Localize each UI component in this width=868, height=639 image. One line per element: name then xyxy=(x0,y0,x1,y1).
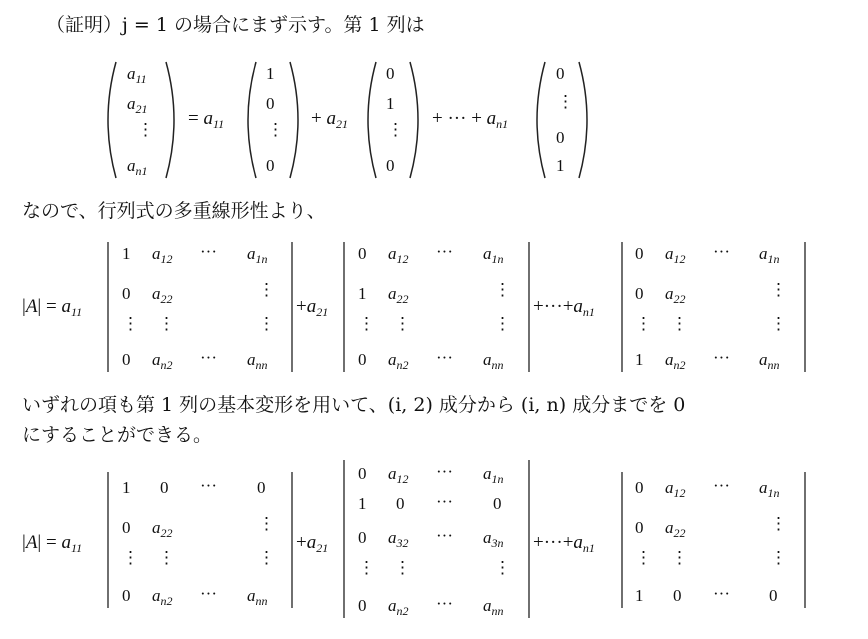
e2-0a: 0 xyxy=(386,64,395,83)
d3-r2c4: ⋮ xyxy=(770,280,787,299)
d1-r4c1: 0 xyxy=(122,350,131,369)
elementary-op-line xyxy=(22,394,685,417)
d5-r2c1: 1 xyxy=(358,494,367,513)
absA-1: $|A| = a_{11}$ xyxy=(22,296,83,319)
d4-r2c2: $a_{22}$ xyxy=(152,518,173,540)
en-1: 1 xyxy=(556,156,565,175)
d5-r3c2: $a_{32}$ xyxy=(388,528,409,550)
vec-vdots: ⋮ xyxy=(137,120,154,139)
d3-r3c1: ⋮ xyxy=(635,314,652,333)
d2-r3c2: ⋮ xyxy=(394,314,411,333)
d3-r1c2: $a_{12}$ xyxy=(665,244,686,266)
d3-r4c1: 1 xyxy=(635,350,644,369)
d1-r4c2: $a_{n2}$ xyxy=(152,350,173,372)
d6-r4c3: ··· xyxy=(713,584,730,603)
d1-r3c1: ⋮ xyxy=(122,314,139,333)
d2-r3c1: ⋮ xyxy=(358,314,375,333)
d3-r4c3: ··· xyxy=(713,348,730,367)
d1-r3c4: ⋮ xyxy=(258,314,275,333)
linearity-line xyxy=(22,200,326,223)
d1-r4c4: $a_{nn}$ xyxy=(247,350,268,372)
d2-r4c2: $a_{n2}$ xyxy=(388,350,409,372)
linearity-text: なので、行列式の多重線形性より、 xyxy=(22,200,326,222)
paren-left-1 xyxy=(108,62,116,178)
d6-r2c2: $a_{22}$ xyxy=(665,518,686,540)
en-vdots: ⋮ xyxy=(557,92,574,111)
d2-r4c1: 0 xyxy=(358,350,367,369)
d2-r3c4: ⋮ xyxy=(494,314,511,333)
d1-r3c2: ⋮ xyxy=(158,314,175,333)
paren-left-3 xyxy=(368,62,376,178)
d2-r1c4: $a_{1n}$ xyxy=(483,244,504,266)
d2-r4c4: $a_{nn}$ xyxy=(483,350,504,372)
e1-vdots: ⋮ xyxy=(267,120,284,139)
d1-r2c4: ⋮ xyxy=(258,280,275,299)
absA-2: $|A| = a_{11}$ xyxy=(22,532,83,555)
d5-r5c4: $a_{nn}$ xyxy=(483,596,504,618)
d4-r1c3: ··· xyxy=(200,476,217,495)
paren-right-2 xyxy=(290,62,298,178)
d1-r1c4: $a_{1n}$ xyxy=(247,244,268,266)
d3-r2c2: $a_{22}$ xyxy=(665,284,686,306)
plus-a21-det-2: $+a_{21}$ xyxy=(296,532,329,555)
d6-r4c2: 0 xyxy=(673,586,682,605)
d1-r1c1: 1 xyxy=(122,244,131,263)
d1-r2c1: 0 xyxy=(122,284,131,303)
d4-r2c4: ⋮ xyxy=(258,514,275,533)
paren-left-4 xyxy=(537,62,545,178)
d6-r3c1: ⋮ xyxy=(635,548,652,567)
d5-r4c1: ⋮ xyxy=(358,558,375,577)
d4-r3c2: ⋮ xyxy=(158,548,175,567)
d5-r1c2: $a_{12}$ xyxy=(388,464,409,486)
d1-r2c2: $a_{22}$ xyxy=(152,284,173,306)
d5-r1c1: 0 xyxy=(358,464,367,483)
d6-r3c4: ⋮ xyxy=(770,548,787,567)
d5-r5c2: $a_{n2}$ xyxy=(388,596,409,618)
d3-r4c4: $a_{nn}$ xyxy=(759,350,780,372)
e2-vdots: ⋮ xyxy=(387,120,404,139)
paren-left-2 xyxy=(248,62,256,178)
paren-right-4 xyxy=(579,62,587,178)
e1-0b: 0 xyxy=(266,156,275,175)
d5-r2c3: ··· xyxy=(436,492,453,511)
d2-r2c1: 1 xyxy=(358,284,367,303)
d1-r4c3: ··· xyxy=(200,348,217,367)
elementary-op-text: いずれの項も第 1 列の基本変形を用いて、(i, 2) 成分から (i, n) 成分までを 0 xyxy=(22,394,686,416)
d4-r4c4: $a_{nn}$ xyxy=(247,586,268,608)
d5-r5c3: ··· xyxy=(436,594,453,613)
d2-r1c3: ··· xyxy=(436,242,453,261)
d2-r4c3: ··· xyxy=(436,348,453,367)
d6-r1c2: $a_{12}$ xyxy=(665,478,686,500)
d6-r2c1: 0 xyxy=(635,518,644,537)
d6-r3c2: ⋮ xyxy=(671,548,688,567)
d5-r3c3: ··· xyxy=(436,526,453,545)
d6-r2c4: ⋮ xyxy=(770,514,787,533)
proof-intro-text: （証明）j = 1 の場合にまず示す。第 1 列は xyxy=(46,14,425,36)
d4-r2c1: 0 xyxy=(122,518,131,537)
d6-r1c3: ··· xyxy=(713,476,730,495)
plus-a21-det: $+a_{21}$ xyxy=(296,296,329,319)
e1-1: 1 xyxy=(266,64,275,83)
d3-r3c2: ⋮ xyxy=(671,314,688,333)
d5-r3c4: $a_{3n}$ xyxy=(483,528,504,550)
d5-r1c4: $a_{1n}$ xyxy=(483,464,504,486)
plus-dots-an1-det: $+\cdot\cdot\cdot+a_{n1}$ xyxy=(533,296,595,319)
d1-r1c2: $a_{12}$ xyxy=(152,244,173,266)
plus-dots-an1: + ··· + $a_{n1}$ xyxy=(432,108,509,131)
d3-r1c1: 0 xyxy=(635,244,644,263)
en-0b: 0 xyxy=(556,128,565,147)
d4-r1c2: 0 xyxy=(160,478,169,497)
d1-r1c3: ··· xyxy=(200,242,217,261)
d2-r2c4: ⋮ xyxy=(494,280,511,299)
d6-r4c4: 0 xyxy=(769,586,778,605)
d4-r3c1: ⋮ xyxy=(122,548,139,567)
d5-r2c2: 0 xyxy=(396,494,405,513)
d3-r1c3: ··· xyxy=(713,242,730,261)
vec-a21: $a_{21}$ xyxy=(127,94,148,116)
d2-r1c1: 0 xyxy=(358,244,367,263)
paren-right-3 xyxy=(410,62,418,178)
d4-r1c4: 0 xyxy=(257,478,266,497)
plus-a21: + $a_{21}$ xyxy=(311,108,348,131)
plus-dots-an1-det-2: $+\cdot\cdot\cdot+a_{n1}$ xyxy=(533,532,595,555)
d3-r2c1: 0 xyxy=(635,284,644,303)
d5-r4c4: ⋮ xyxy=(494,558,511,577)
d3-r1c4: $a_{1n}$ xyxy=(759,244,780,266)
d5-r4c2: ⋮ xyxy=(394,558,411,577)
d4-r4c3: ··· xyxy=(200,584,217,603)
d4-r3c4: ⋮ xyxy=(258,548,275,567)
d5-r5c1: 0 xyxy=(358,596,367,615)
d3-r3c4: ⋮ xyxy=(770,314,787,333)
e2-0b: 0 xyxy=(386,156,395,175)
eq-a11: = $a_{11}$ xyxy=(188,108,225,131)
vec-a11: $a_{11}$ xyxy=(127,64,147,86)
d5-r1c3: ··· xyxy=(436,462,453,481)
vec-an1: $a_{n1}$ xyxy=(127,156,148,178)
en-0a: 0 xyxy=(556,64,565,83)
d6-r1c4: $a_{1n}$ xyxy=(759,478,780,500)
d2-r2c2: $a_{22}$ xyxy=(388,284,409,306)
d6-r1c1: 0 xyxy=(635,478,644,497)
d4-r4c1: 0 xyxy=(122,586,131,605)
e1-0a: 0 xyxy=(266,94,275,113)
d4-r4c2: $a_{n2}$ xyxy=(152,586,173,608)
paren-right-1 xyxy=(166,62,174,178)
e2-1: 1 xyxy=(386,94,395,113)
d4-r1c1: 1 xyxy=(122,478,131,497)
d3-r4c2: $a_{n2}$ xyxy=(665,350,686,372)
d5-r2c4: 0 xyxy=(493,494,502,513)
d6-r4c1: 1 xyxy=(635,586,644,605)
can-zero-text: にすることができる。 xyxy=(22,424,213,446)
can-zero-line xyxy=(22,424,212,447)
d5-r3c1: 0 xyxy=(358,528,367,547)
d2-r1c2: $a_{12}$ xyxy=(388,244,409,266)
